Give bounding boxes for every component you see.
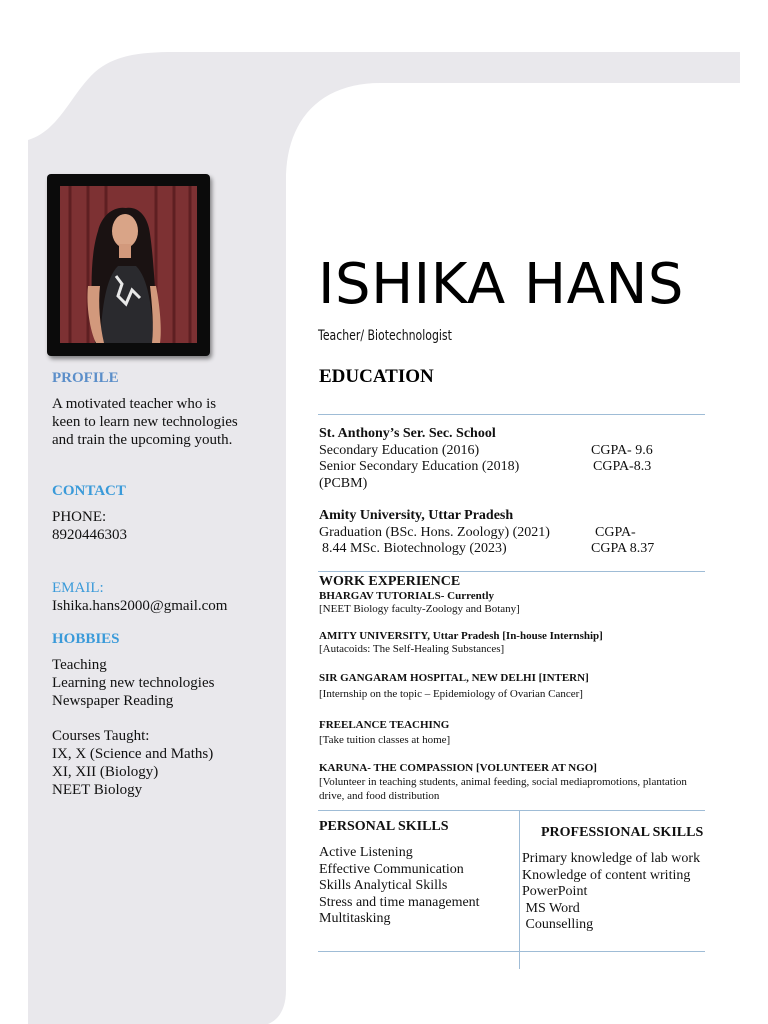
professional-skills-heading: PROFESSIONAL SKILLS <box>541 825 704 840</box>
skill-item: Stress and time management <box>319 894 480 910</box>
education-row-text: Secondary Education (2016) <box>319 443 480 458</box>
professional-skills-list <box>522 851 700 934</box>
skill-item: Skills Analytical Skills <box>319 878 448 893</box>
hobby-item: Teaching <box>52 657 107 673</box>
education-row-text: 8.44 MSc. Biotechnology (2023) <box>322 541 507 556</box>
skill-item: Knowledge of content writing <box>522 867 691 883</box>
skills-column-divider <box>519 811 520 969</box>
work-desc: [Volunteer in teaching students, animal feeding, social mediapromotions, plantation drive, and food distribution <box>319 776 687 802</box>
profile-heading: PROFILE <box>52 370 119 386</box>
course-item: NEET Biology <box>52 782 143 798</box>
education-row-grade: CGPA-8.3 <box>593 459 652 474</box>
candidate-subtitle: Teacher/ Biotechnologist <box>318 328 452 344</box>
section-divider <box>318 951 705 952</box>
phone-number[interactable]: 8920446303 <box>52 527 127 543</box>
education-row-grade: CGPA 8.37 <box>591 541 655 556</box>
university-name: Amity University, Uttar Pradesh <box>319 508 514 523</box>
education-row-text: Senior Secondary Education (2018) <box>319 459 520 474</box>
skill-item: Counselling <box>522 917 594 932</box>
school-name: St. Anthony’s Ser. Sec. School <box>319 426 496 441</box>
skill-item: Active Listening <box>319 845 413 860</box>
hobby-item: Learning new technologies <box>52 675 215 691</box>
work-title: KARUNA- THE COMPASSION [VOLUNTEER AT NGO] <box>319 762 597 774</box>
profile-line: and train the upcoming youth. <box>52 432 233 448</box>
hobbies-heading: HOBBIES <box>52 631 120 647</box>
profile-line: keen to learn new technologies <box>52 414 238 430</box>
phone-label: PHONE: <box>52 509 107 525</box>
hobbies-list <box>52 656 214 710</box>
course-item: IX, X (Science and Maths) <box>52 746 214 762</box>
portrait-illustration <box>60 186 197 343</box>
skill-item: MS Word <box>522 900 580 916</box>
education-heading: EDUCATION <box>319 366 434 387</box>
contact-heading: CONTACT <box>52 483 126 499</box>
candidate-name: ISHIKA HANS <box>318 252 684 317</box>
courses-label: Courses Taught: <box>52 728 150 744</box>
work-title: AMITY UNIVERSITY, Uttar Pradesh [In-house Internship] <box>319 630 603 642</box>
work-desc: [Autacoids: The Self-Healing Substances] <box>319 643 505 655</box>
section-divider <box>318 571 705 572</box>
personal-skills-list <box>319 845 480 928</box>
work-title: BHARGAV TUTORIALS- Currently <box>319 590 495 602</box>
work-desc: [NEET Biology faculty-Zoology and Botany] <box>319 603 520 615</box>
work-title: SIR GANGARAM HOSPITAL, NEW DELHI [INTERN] <box>319 672 589 684</box>
education-row-text: Graduation (BSc. Hons. Zoology) (2021) <box>319 525 550 540</box>
work-heading: WORK EXPERIENCE <box>319 574 461 589</box>
work-desc: [Take tuition classes at home] <box>319 734 451 746</box>
portrait-photo <box>60 186 197 343</box>
education-extra: (PCBM) <box>319 476 368 491</box>
section-divider <box>318 414 705 415</box>
email-address[interactable]: Ishika.hans2000@gmail.com <box>52 598 228 614</box>
hobby-item: Newspaper Reading <box>52 693 174 709</box>
education-row-grade: CGPA- <box>595 525 636 540</box>
work-desc: [Internship on the topic – Epidemiology of Ovarian Cancer] <box>319 688 583 700</box>
courses-block <box>52 727 213 799</box>
section-divider <box>318 810 705 811</box>
course-item: XI, XII (Biology) <box>52 764 159 780</box>
education-row-grade: CGPA- 9.6 <box>591 443 653 458</box>
profile-photo-frame <box>47 174 210 356</box>
personal-skills-heading: PERSONAL SKILLS <box>319 819 449 834</box>
profile-text <box>52 395 238 449</box>
email-label: EMAIL: <box>52 580 104 596</box>
skill-item: PowerPoint <box>522 884 588 899</box>
profile-line: A motivated teacher who is <box>52 396 217 412</box>
skill-item: Multitasking <box>319 911 391 926</box>
skill-item: Primary knowledge of lab work <box>522 851 701 866</box>
work-title: FREELANCE TEACHING <box>319 719 450 731</box>
skill-item: Effective Communication <box>319 861 464 877</box>
